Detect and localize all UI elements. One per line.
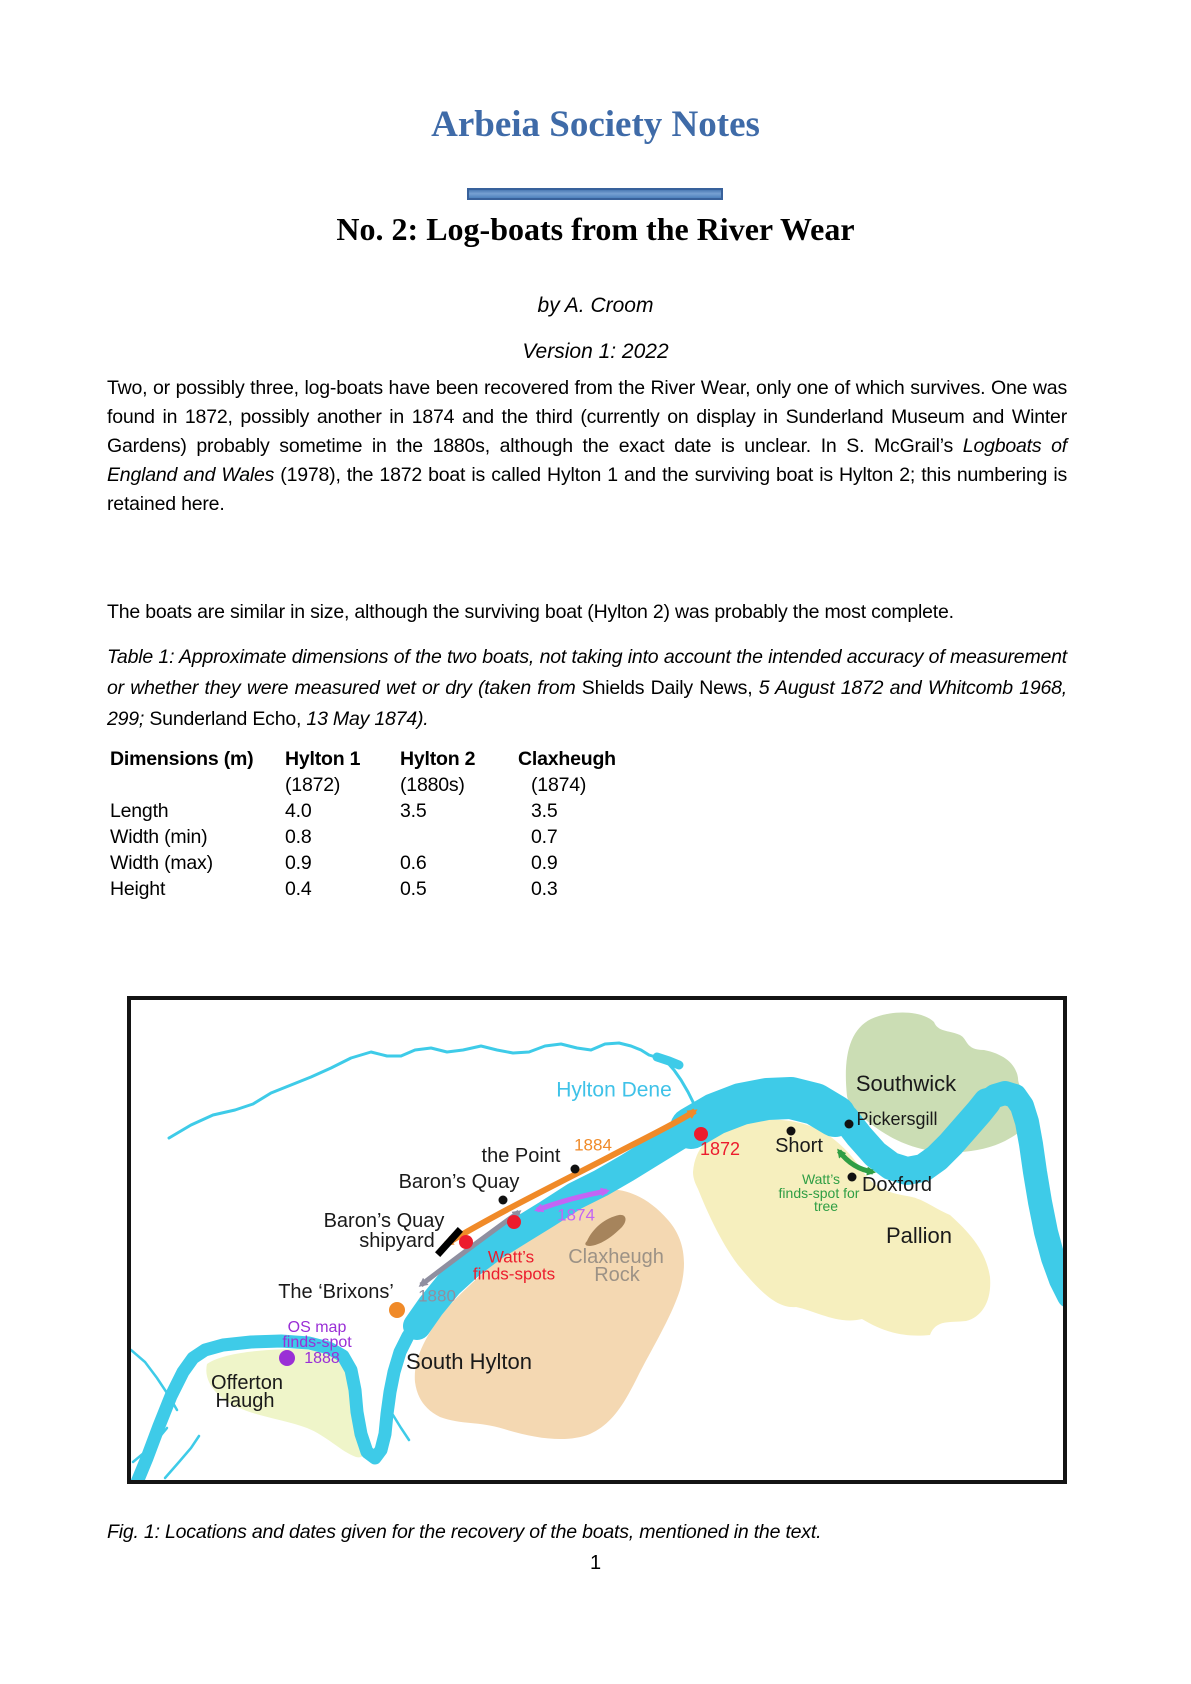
doxford-dot — [848, 1173, 857, 1182]
table-row — [110, 876, 616, 902]
map-label-os-map-1: OS map — [287, 1319, 347, 1336]
caption-segment: 5 August 1872 and Whitcomb 1968, 299; — [107, 677, 1067, 730]
map-label-1880: 1880 — [418, 1286, 456, 1306]
year-cell: (1872) — [285, 774, 341, 796]
barons-quay-dot — [499, 1196, 508, 1205]
paragraph-2: The boats are similar in size, although the surviving boat (Hylton 2) was probably the most complete. — [107, 601, 954, 623]
watts-find-dot-1 — [507, 1215, 521, 1229]
map-label-south-hylton: South Hylton — [406, 1349, 532, 1374]
year-cell: (1874) — [531, 774, 587, 796]
map-label-hylton-dene: Hylton Dene — [556, 1078, 672, 1102]
map-label-os-map-3: 1888 — [304, 1350, 340, 1367]
value-cell: 0.9 — [285, 852, 312, 874]
brixons-dot — [389, 1302, 405, 1318]
map-label-offerton-2: Haugh — [215, 1390, 275, 1412]
divider-bar — [467, 188, 723, 200]
map-label-southwick: Southwick — [855, 1071, 957, 1096]
table-row — [110, 850, 616, 876]
row-label: Height — [110, 878, 166, 900]
caption-source-2: Sunderland Echo, — [144, 708, 307, 730]
value-cell: 0.3 — [531, 878, 558, 900]
value-cell: 0.6 — [400, 852, 427, 874]
byline: by A. Croom — [537, 294, 654, 317]
dimensions-table — [110, 746, 616, 902]
value-cell: 3.5 — [400, 800, 427, 822]
map-label-pickersgill: Pickersgill — [856, 1109, 938, 1129]
table-row — [110, 824, 616, 850]
watts-find-dot-2 — [459, 1235, 473, 1249]
map-label-barons-quay: Baron’s Quay — [398, 1171, 520, 1193]
paragraph-1-text-end: (1978), the 1872 boat is called Hylton 1 and the surviving boat is Hylton 2; this numbering is retained here. — [107, 464, 1068, 515]
doc-subtitle: No. 2: Log-boats from the River Wear — [336, 211, 855, 247]
caption-segment: Table 1: Approximate dimensions of the two boats, not taking into account the intended accuracy of measurement or whether they were measured wet or dry (taken from — [107, 646, 1067, 699]
caption-source-1: Shields Daily News, — [581, 677, 759, 699]
map-label-the-brixons: The ‘Brixons’ — [278, 1281, 394, 1303]
table-years-row — [110, 772, 616, 798]
map-label-watts-spots-1: Watt’s — [487, 1247, 535, 1267]
pickersgill-dot — [845, 1120, 854, 1129]
value-cell: 0.9 — [531, 852, 558, 874]
map-label-offerton-1: Offerton — [211, 1372, 283, 1394]
map-label-os-map-2: finds-spot — [282, 1334, 352, 1351]
table-caption — [107, 642, 1067, 735]
map-label-short: Short — [775, 1135, 823, 1157]
value-cell: 4.0 — [285, 800, 312, 822]
map-label-shipyard-2: shipyard — [359, 1230, 435, 1252]
book-title: Logboats of England and Wales — [107, 435, 1067, 486]
value-cell: 0.4 — [285, 878, 312, 900]
value-cell: 3.5 — [531, 800, 558, 822]
value-cell: 0.5 — [400, 878, 427, 900]
col-header-dimensions: Dimensions (m) — [110, 748, 254, 770]
map-label-the-point: the Point — [481, 1145, 561, 1167]
map-label-1874: 1874 — [557, 1205, 595, 1225]
col-header-claxheugh: Claxheugh — [518, 748, 616, 770]
map-label-watts-tree-1: Watt’s — [801, 1171, 841, 1187]
value-cell: 0.7 — [531, 826, 558, 848]
map-label-shipyard-1: Baron’s Quay — [323, 1210, 445, 1232]
the-point-dot — [571, 1165, 580, 1174]
map-label-claxheugh-2: Rock — [594, 1264, 640, 1286]
map-label-watts-tree-3: tree — [813, 1198, 839, 1214]
col-header-hylton1: Hylton 1 — [285, 748, 361, 770]
year-cell: (1880s) — [400, 774, 465, 796]
stream-pool — [657, 1057, 679, 1065]
row-label: Width (min) — [110, 826, 208, 848]
map-figure — [127, 996, 1067, 1484]
version-note: Version 1: 2022 — [522, 340, 669, 363]
table-row — [110, 798, 616, 824]
value-cell: 0.8 — [285, 826, 312, 848]
table-header-row — [110, 746, 616, 772]
page-number: 1 — [589, 1552, 602, 1574]
map-label-1872: 1872 — [699, 1139, 741, 1159]
value-cell — [400, 824, 518, 850]
paragraph-1-text: Two, or possibly three, log-boats have been recovered from the River Wear, only one of which survives. One was found in 1872, possibly another in 1874 and the third (currently on display in Sunderland Museum and Winter Gardens) probably sometime in the 1880s, although the exact date is unclear. In S. McGrail’s — [107, 377, 1067, 457]
map-label-watts-spots-2: finds-spots — [472, 1264, 556, 1284]
map-label-claxheugh-1: Claxheugh — [568, 1246, 664, 1268]
row-label: Length — [110, 800, 169, 822]
paragraph-1 — [107, 374, 1067, 519]
map-label-watts-tree-2: finds-spot for — [778, 1185, 860, 1201]
map-label-pallion: Pallion — [885, 1223, 953, 1248]
caption-segment: 13 May 1874). — [306, 708, 429, 730]
page-title: Arbeia Society Notes — [431, 104, 760, 145]
col-header-hylton2: Hylton 2 — [400, 748, 476, 770]
figure-caption: Fig. 1: Locations and dates given for the recovery of the boats, mentioned in the text. — [107, 1521, 822, 1543]
os-map-find-dot — [279, 1350, 295, 1366]
map-label-doxford: Doxford — [861, 1174, 933, 1196]
year-cell — [110, 772, 285, 798]
map-label-1884: 1884 — [574, 1135, 612, 1155]
row-label: Width (max) — [110, 852, 213, 874]
